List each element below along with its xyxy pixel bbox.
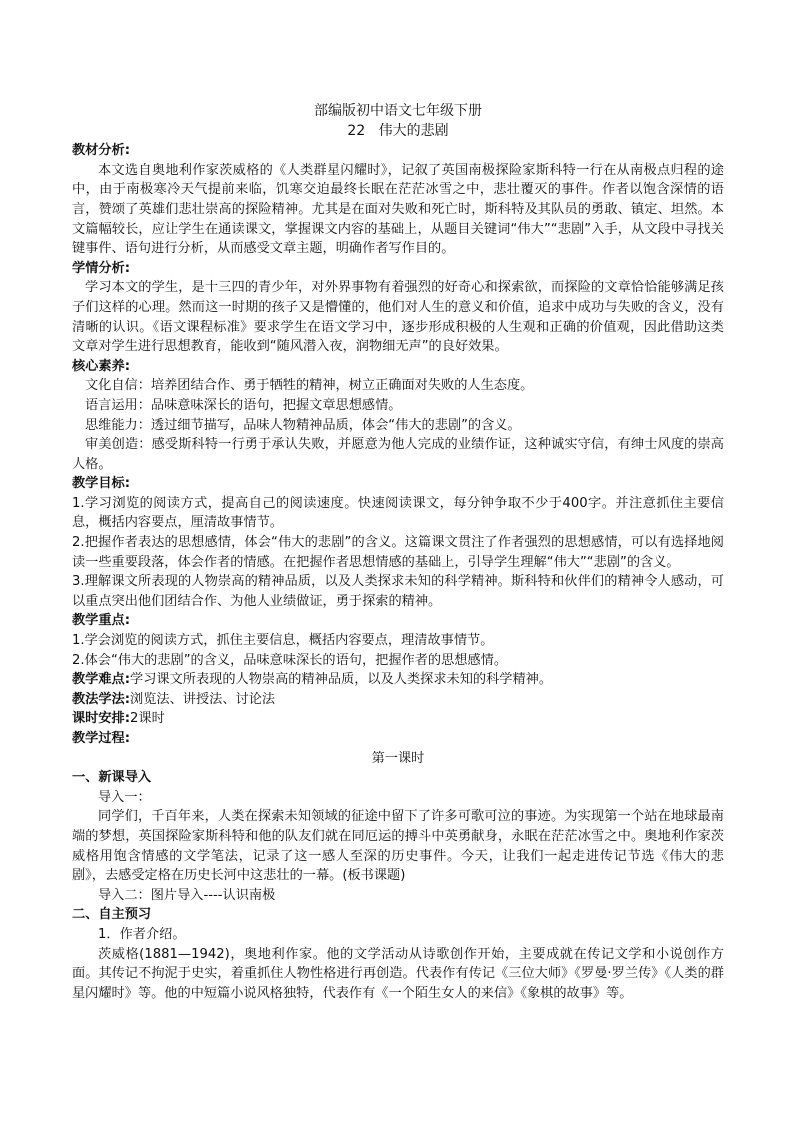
keshi-text: 2课时 — [130, 711, 165, 727]
document-page — [72, 100, 724, 1003]
section-heading-daoru: 一、新课导入 — [72, 770, 152, 786]
section-heading-xueqing: 学情分析: — [72, 260, 131, 276]
nandian-text: 学习课文所表现的人物崇高的精神品质，以及人类探求未知的科学精神。 — [130, 672, 553, 688]
section-heading-mubiao: 教学目标: — [72, 476, 131, 492]
period-title: 第一课时 — [371, 750, 425, 766]
fa-text: 浏览法、讲授法、讨论法 — [130, 691, 276, 707]
hexin-item: 审美创造：感受斯科特一行勇于承认失败，并愿意为他人完成的业绩作证，这种诚实守信，有绅士风度的崇高人格。 — [72, 437, 724, 472]
paragraph-author: 茨威格(1881—1942)，奥地利作家。他的文学活动从诗歌创作开始，主要成就在传记文学和小说创作方面。其传记不拘泥于史实，着重抓住人物性格进行再创造。代表作有传记《三位大师》《罗曼·罗兰传》《人类的群星闪耀时》等。他的中短篇小说风格独特，代表作有《一个陌生女人的来信》《象棋的故事》等。 — [72, 946, 724, 1001]
section-heading-yuxi: 二、自主预习 — [72, 907, 152, 923]
section-heading-nandian: 教学难点: — [72, 672, 131, 688]
fa-line — [72, 690, 724, 710]
mubiao-item: 1.学习浏览的阅读方式，提高自己的阅读速度。快速阅读课文，每分钟争取不少于400字。并注意抓住主要信息，概括内容要点，厘清故事情节。 — [72, 495, 724, 531]
zhongdian-item: 2.体会“伟大的悲剧”的含义，品味意味深长的语句，把握作者的思想感情。 — [72, 652, 508, 668]
paragraph-jiaocai: 本文选自奥地利作家茨威格的《人类群星闪耀时》，记叙了英国南极探险家斯科特一行在从南极点归程的途中，由于南极寒冷天气提前来临，饥寒交迫最终长眠在茫茫冰雪之中，悲壮覆灭的事件。作者以饱含深情的语言，赞颂了英雄们悲壮崇高的探险精神。尤其是在面对失败和死亡时，斯科特及其队员的勇敢、镇定、坦然。本文篇幅较长，应让学生在通读课文，掌握课文内容的基础上，从题目关键词“伟大”“悲剧”入手，从文段中寻找关键事件、语句进行分析，从而感受文章主题，明确作者写作目的。 — [72, 162, 724, 257]
lesson-name: 伟大的悲剧 — [378, 122, 449, 139]
section-heading-keshi: 课时安排: — [72, 711, 131, 727]
zhongdian-item: 1.学会浏览的阅读方式，抓住主要信息，概括内容要点，理清故事情节。 — [72, 633, 494, 649]
mubiao-item: 3.理解课文所表现的人物崇高的精神品质，以及人类探求未知的科学精神。斯科特和伙伴们的精神令人感动，可以重点突出他们团结合作、为他人业绩做证，勇于探索的精神。 — [72, 574, 724, 609]
section-heading-jiaocai: 教材分析: — [72, 143, 131, 159]
lesson-title — [72, 122, 724, 142]
keshi-line — [72, 709, 724, 729]
document-title: 部编版初中语文七年级下册 — [314, 103, 482, 119]
section-heading-zhongdian: 教学重点: — [72, 613, 131, 629]
author-intro-label: 1．作者介绍。 — [98, 926, 186, 942]
paragraph-daoru-one: 同学们，千百年来，人类在探索未知领域的征途中留下了许多可歌可泣的事迹。为实现第一个站在地球最南端的梦想，英国探险家斯科特和他的队友们就在同厄运的搏斗中英勇献身，永眠在茫茫冰雪之中。奥地利作家茨威格用饱含情感的文学笔法，记录了这一感人至深的历史事件。今天，让我们一起走进传记节选《伟大的悲剧》，去感受定格在历史长河中这悲壮的一幕。(板书课题) — [72, 809, 724, 884]
mubiao-item: 2.把握作者表达的思想感情，体会“伟大的悲剧”的含义。这篇课文贯注了作者强烈的思想感情，可以有选择地阅读一些重要段落，体会作者的情感。在把握作者思想情感的基础上，引导学生理解“伟大”“悲剧”的含义。 — [72, 535, 724, 570]
section-heading-fa: 教法学法: — [72, 691, 131, 707]
section-heading-guocheng: 教学过程: — [72, 731, 131, 746]
nandian-line — [72, 670, 724, 690]
hexin-item: 文化自信：培养团结合作、勇于牺牲的精神，树立正确面对失败的人生态度。 — [85, 378, 534, 394]
daoru-two: 导入二：图片导入----认识南极 — [98, 887, 276, 903]
hexin-item: 思维能力：透过细节描写，品味人物精神品质，体会“伟大的悲剧”的含义。 — [85, 417, 521, 433]
hexin-item: 语言运用：品味意味深长的语句，把握文章思想感情。 — [85, 397, 402, 413]
paragraph-xueqing: 学习本文的学生，是十三四的青少年，对外界事物有着强烈的好奇心和探索欲，而探险的文章恰恰能够满足孩子们这样的心理。然而这一时期的孩子又是懵懂的，他们对人生的意义和价值，追求中成功与失败的含义，没有清晰的认识。《语文课程标准》要求学生在语文学习中，逐步形成积极的人生观和正确的价值观，因此借助这类文章对学生进行思想教育，能收到“随风潜入夜，润物细无声”的良好效果。 — [72, 280, 724, 355]
lesson-number: 22 — [347, 122, 366, 139]
section-heading-hexin: 核心素养: — [72, 358, 131, 374]
daoru-one-label: 导入一： — [98, 789, 151, 805]
